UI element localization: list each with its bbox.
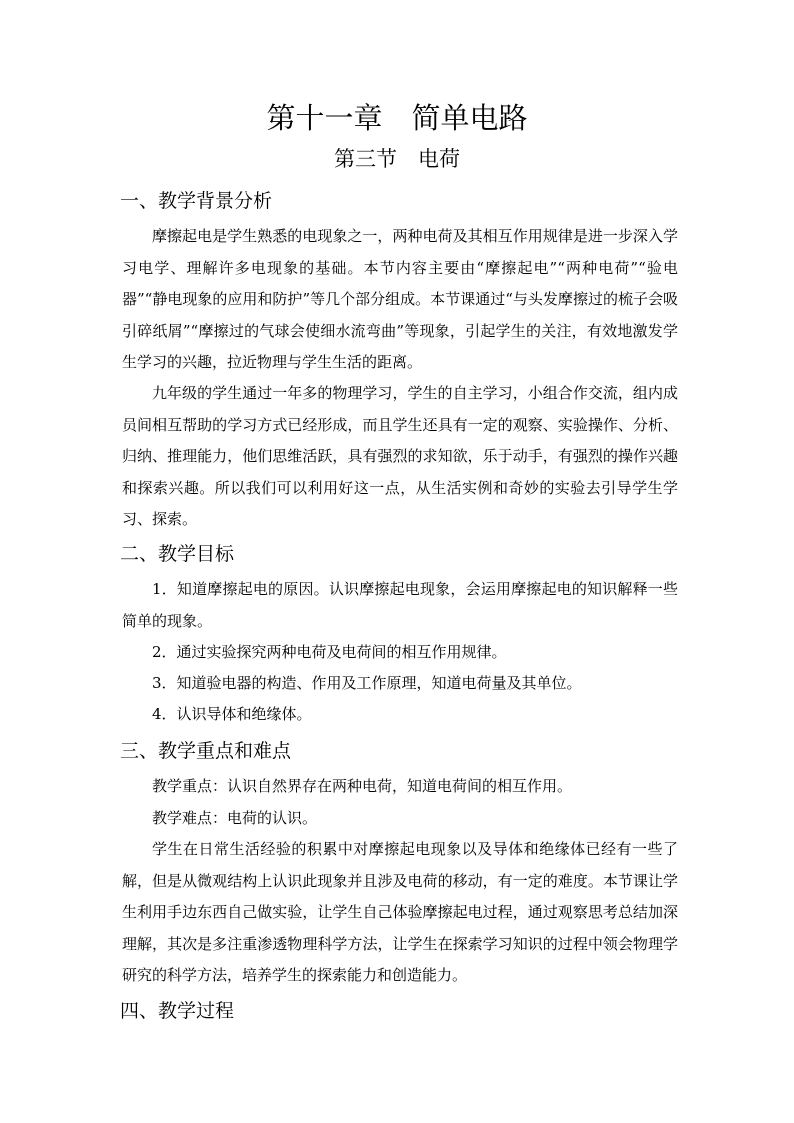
goal-item-1: 1．知道摩擦起电的原因。认识摩擦起电现象，会运用摩擦起电的知识解释一些简单的现象。: [122, 580, 678, 630]
key-point-text: 教学重点：认识自然界存在两种电荷，知道电荷间的相互作用。: [152, 777, 573, 795]
section-title: 第三节 电荷: [334, 147, 460, 171]
goal-item-4: 4．认识导体和绝缘体。: [152, 705, 312, 723]
heading-teaching-goals: 二、教学目标: [120, 543, 235, 565]
heading-teaching-process: 四、教学过程: [120, 1000, 235, 1022]
heading-key-difficult-points: 三、教学重点和难点: [120, 740, 292, 762]
goal-item-3: 3．知道验电器的构造、作用及工作原理，知道电荷量及其单位。: [152, 674, 582, 692]
heading-background-analysis: 一、教学背景分析: [120, 190, 273, 212]
paragraph-background-2: 九年级的学生通过一年多的物理学习，学生的自主学习，小组合作交流，组内成员间相互帮助的学习方式已经形成，而且学生还具有一定的观察、实验操作、分析、归纳、推理能力，他们思维活跃，具有强烈的求知欲，乐于动手，有强烈的操作兴趣和探索兴趣。所以我们可以利用好这一点，从生活实例和奇妙的实验去引导学生学习、探索。: [122, 384, 678, 528]
paragraph-background-1: 摩擦起电是学生熟悉的电现象之一，两种电荷及其相互作用规律是进一步深入学习电学、理解许多电现象的基础。本节内容主要由“摩擦起电”“两种电荷”“验电器”“静电现象的应用和防护”等几个部分组成。本节课通过“与头发摩擦过的梳子会吸引碎纸屑”“摩擦过的气球会使细水流弯曲”等现象，引起学生的关注，有效地激发学生学习的兴趣，拉近物理与学生生活的距离。: [122, 227, 678, 371]
difficult-point-text: 教学难点：电荷的认识。: [152, 809, 318, 827]
goal-item-2: 2．通过实验探究两种电荷及电荷间的相互作用规律。: [152, 643, 507, 661]
paragraph-difficulty-analysis: 学生在日常生活经验的积累中对摩擦起电现象以及导体和绝缘体已经有一些了解，但是从微观结构上认识此现象并且涉及电荷的移动，有一定的难度。本节课让学生利用手边东西自己做实验，让学生自己体验摩擦起电过程，通过观察思考总结加深理解，其次是多注重渗透物理科学方法，让学生在探索学习知识的过程中领会物理学研究的科学方法，培养学生的探索能力和创造能力。: [122, 840, 678, 984]
chapter-title: 第十一章 简单电路: [266, 101, 528, 135]
